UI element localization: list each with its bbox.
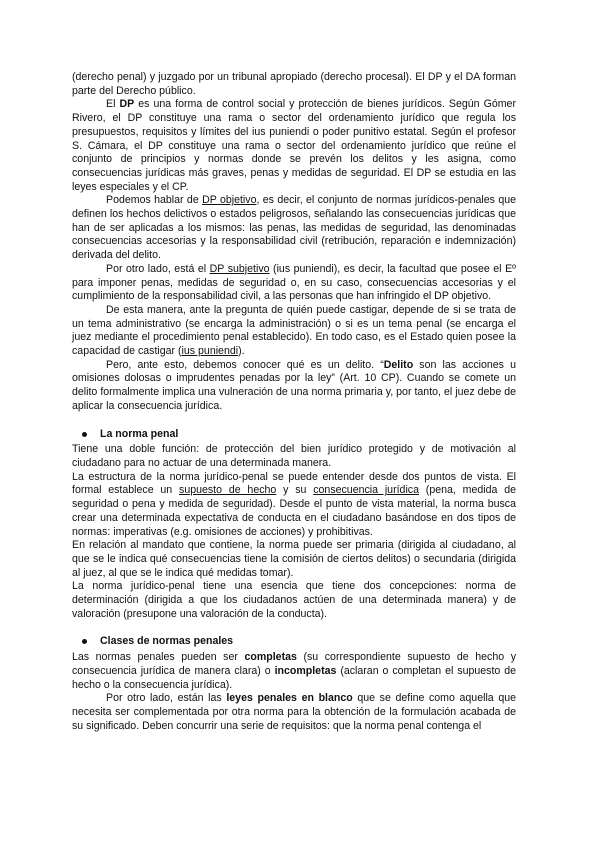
paragraph-quien-castiga: De esta manera, ante la pregunta de quién puede castigar, depende de si se trata de un tema administrativo (se encarga la administración) o si es un tema penal (se encarga el juez mediante el procedimiento penal establecido). En todo caso, es el Estado quien posee la capacidad de castigar (ius puniendi). — [72, 303, 516, 358]
heading-text: Clases de normas penales — [100, 635, 234, 648]
paragraph-mandato: En relación al mandato que contiene, la norma puede ser primaria (dirigida al ciudadano, al que se le indica qué consecuencias tiene la comisión de ciertos delitos) o secundaria (dirigida al juez, al que se le indica qué medidas tomar). — [72, 539, 516, 579]
bullet-icon — [82, 639, 87, 644]
paragraph-leyes-blanco: Por otro lado, están las leyes penales en blanco que se define como aquella que necesita ser complementada por otra norma para la obtención de la formulación acabada de su significado. Deben concurrir una serie de requisitos: que la norma penal contenga el — [72, 692, 516, 732]
bullet-icon — [82, 432, 87, 437]
paragraph-doble-funcion: Tiene una doble función: de protección del bien jurídico protegido y de motivación al ciudadano para no actuar de una determinada manera. — [72, 443, 516, 469]
paragraph-delito: Pero, ante esto, debemos conocer qué es un delito. “Delito son las acciones u omisiones dolosas o imprudentes penadas por la ley” (Art. 10 CP). Cuando se comete un delito formalmente implica una vulneración de una norma primaria y, por tanto, el juez debe de aplicar la consecuencia jurídica. — [72, 358, 516, 412]
paragraph-estructura: La estructura de la norma jurídico-penal se puede entender desde dos puntos de vista. El formal establece un supuesto de hecho y su consecuencia jurídica (pena, medida de seguridad o pena y medida de seguridad). Desde el punto de vista material, la norma busca crear una determinada expectativa de conducta en el ciudadano basándose en dos tipos de normas: imperativas (e.g. omisiones de acciones) y prohibitivas. — [72, 470, 516, 538]
paragraph-esencia: La norma jurídico-penal tiene una esencia que tiene dos concepciones: norma de determinación (dirigida a que los ciudadanos actúen de una determinada manera) y de valoración (presupone una valoración de la conducta). — [72, 580, 516, 620]
heading-text: La norma penal — [100, 427, 179, 440]
paragraph-intro: (derecho penal) y juzgado por un tribunal apropiado (derecho procesal). El DP y el DA forman parte del Derecho público. — [72, 71, 516, 97]
heading-norma-penal — [72, 428, 516, 442]
paragraph-dp-definition: El DP es una forma de control social y protección de bienes jurídicos. Según Gómer Rivero, el DP constituye una rama o sector del ordenamiento jurídico que regula los presupuestos, requisitos y límites del ius puniendi o poder punitivo estatal. Según el profesor S. Cámara, el DP constituye una rama o sector del ordenamiento jurídico que reúne el conjunto de principios y normas donde se prevén los delitos y les asigna, como consecuencias jurídicas más graves, penas y medidas de seguridad. El DP se estudia en las leyes especiales y el CP. — [72, 98, 516, 193]
paragraph-completas: Las normas penales pueden ser completas (su correspondiente supuesto de hecho y consecuencia jurídica de manera clara) o incompletas (aclaran o completan el supuesto de hecho o la consecuencia jurídica). — [72, 651, 516, 691]
heading-clases-normas — [72, 635, 516, 649]
paragraph-dp-objetivo: Podemos hablar de DP objetivo, es decir, el conjunto de normas jurídicos-penales que definen los hechos delictivos o estados peligrosos, señalando las consecuencias jurídicas que han de ser aplicadas a los mismos: las penas, las medidas de seguridad, las denominadas consecuencias accesorias y la responsabilidad civil (retribución, reparación e indemnización) derivada del delito. — [72, 194, 516, 262]
paragraph-dp-subjetivo: Por otro lado, está el DP subjetivo (ius puniendi), es decir, la facultad que posee el Eº para imponer penas, medidas de seguridad o, en su caso, consecuencias accesorias y el cumplimiento de la responsabilidad civil, a las personas que han infringido el DP objetivo. — [72, 262, 517, 303]
